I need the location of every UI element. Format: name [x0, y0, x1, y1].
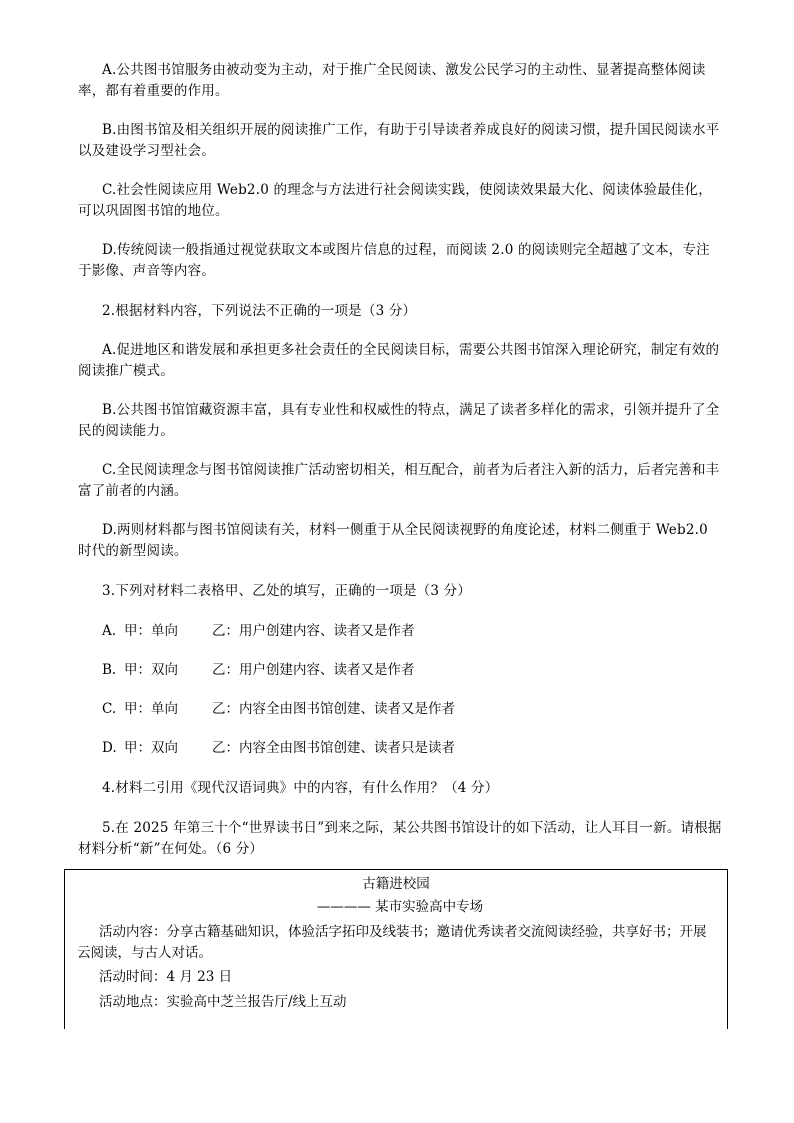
q2-option-b: B.公共图书馆馆藏资源丰富，具有专业性和权威性的特点，满足了读者多样化的需求，引领并提升了全民的阅读能力。 [78, 402, 720, 439]
q1-option-c: C.社会性阅读应用 Web2.0 的理念与方法进行社会阅读实践，使阅读效果最大化、阅读体验最佳化，可以巩固图书馆的地位。 [78, 182, 712, 219]
choice-jia: 甲：单向 [124, 701, 178, 717]
q2-option-c: C.全民阅读理念与图书馆阅读推广活动密切相关，相互配合，前者为后者注入新的活力，后者完善和丰富了前者的内涵。 [78, 462, 720, 499]
choice-letter: C. [102, 701, 117, 717]
choice-jia: 甲：双向 [124, 740, 178, 756]
q5-stem: 5.在 2025 年第三十个“世界读书日”到来之际，某公共图书馆设计的如下活动，让人耳目一新。请根据材料分析“新”在何处。（6 分） [78, 820, 722, 857]
activity-subtitle: ———— 某市实验高中专场 [316, 899, 484, 915]
choice-yi: 乙：内容全由图书馆创建、读者只是读者 [212, 740, 455, 756]
q3-choice-c [102, 699, 455, 720]
activity-title: 古籍进校园 [362, 876, 430, 892]
activity-box [64, 869, 728, 1029]
activity-time: 活动时间：4 月 23 日 [99, 969, 233, 985]
q4-stem: 4.材料二引用《现代汉语词典》中的内容，有什么作用？（4 分） [102, 780, 499, 796]
q1-option-d: D.传统阅读一般指通过视觉获取文本或图片信息的过程，而阅读 2.0 的阅读则完全超越了文本，专注于影像、声音等内容。 [78, 242, 710, 279]
choice-yi: 乙：内容全由图书馆创建、读者又是作者 [212, 701, 455, 717]
choice-letter: A. [102, 623, 117, 639]
choice-letter: B. [102, 662, 117, 678]
activity-place: 活动地点：实验高中芝兰报告厅/线上互动 [99, 994, 347, 1010]
activity-content: 活动内容：分享古籍基础知识，体验活字拓印及线装书；邀请优秀读者交流阅读经验，共享好书；开展云阅读，与古人对话。 [77, 924, 707, 961]
choice-jia: 甲：单向 [124, 623, 178, 639]
q2-option-a: A.促进地区和谐发展和承担更多社会责任的全民阅读目标，需要公共图书馆深入理论研究，制定有效的阅读推广模式。 [78, 342, 720, 379]
q3-choice-b [102, 660, 415, 681]
choice-yi: 乙：用户创建内容、读者又是作者 [212, 623, 415, 639]
q2-option-d: D.两则材料都与图书馆阅读有关，材料一侧重于从全民阅读视野的角度论述，材料二侧重于 Web2.0 时代的新型阅读。 [78, 522, 708, 559]
q3-stem: 3.下列对材料二表格甲、乙处的填写，正确的一项是（3 分） [102, 583, 472, 599]
q1-option-b: B.由图书馆及相关组织开展的阅读推广工作，有助于引导读者养成良好的阅读习惯，提升国民阅读水平以及建设学习型社会。 [78, 122, 720, 159]
q3-choice-d [102, 738, 455, 759]
q2-stem: 2.根据材料内容，下列说法不正确的一项是（3 分） [102, 303, 417, 319]
q3-choice-a [102, 621, 415, 642]
choice-letter: D. [102, 740, 117, 756]
q1-option-a: A.公共图书馆服务由被动变为主动，对于推广全民阅读、激发公民学习的主动性、显著提高整体阅读率，都有着重要的作用。 [78, 62, 706, 99]
choice-jia: 甲：双向 [124, 662, 178, 678]
choice-yi: 乙：用户创建内容、读者又是作者 [212, 662, 415, 678]
